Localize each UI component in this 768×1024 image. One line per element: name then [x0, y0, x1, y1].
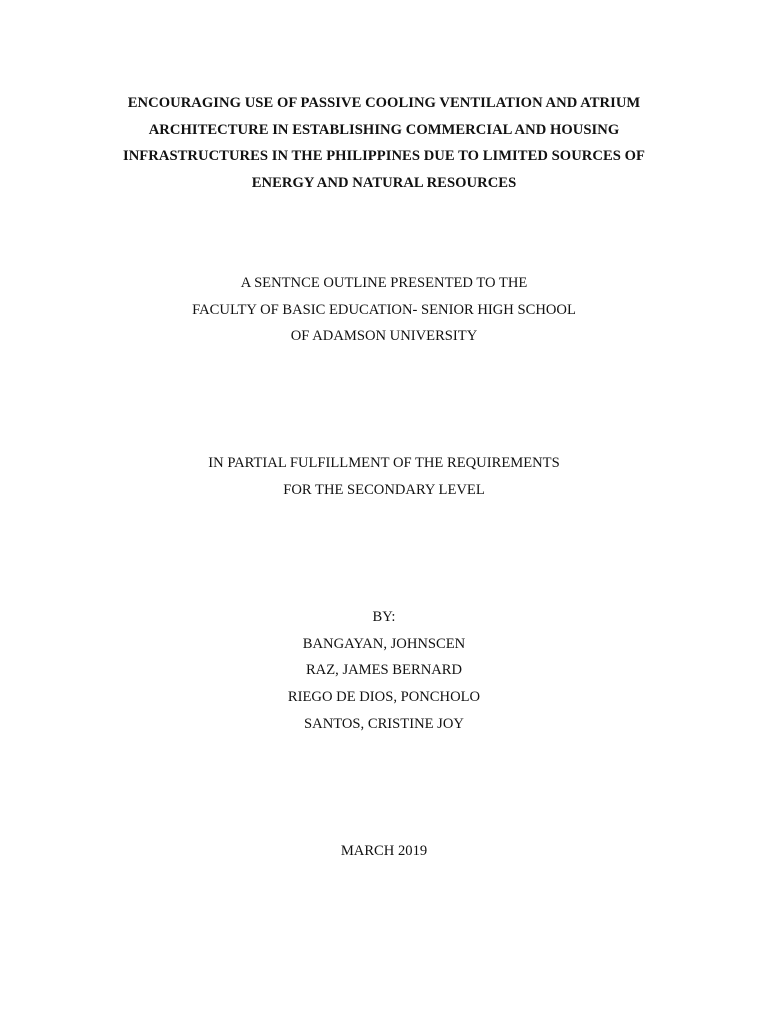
author-name: SANTOS, CRISTINE JOY — [304, 715, 464, 732]
submission-date — [0, 838, 768, 865]
date-text: MARCH 2019 — [340, 843, 428, 859]
presentation-statement — [0, 270, 768, 350]
fulfillment-line: IN PARTIAL FULFILLMENT OF THE REQUIREMENTS — [208, 455, 560, 471]
title-line: ENCOURAGING USE OF PASSIVE COOLING VENTILATION AND ATRIUM — [127, 95, 641, 111]
author-name: RAZ, JAMES BERNARD — [305, 662, 463, 679]
author-name: RIEGO DE DIOS, PONCHOLO — [287, 689, 481, 706]
fulfillment-line: FOR THE SECONDARY LEVEL — [283, 481, 485, 498]
author-list — [0, 604, 768, 738]
title-line: ENERGY AND NATURAL RESOURCES — [251, 174, 517, 191]
title-line: ARCHITECTURE IN ESTABLISHING COMMERCIAL AND HOUSING — [148, 121, 620, 138]
fulfillment-statement — [0, 450, 768, 503]
presentation-line: OF ADAMSON UNIVERSITY — [290, 328, 478, 345]
presentation-line: FACULTY OF BASIC EDUCATION- SENIOR HIGH SCHOOL — [192, 301, 576, 318]
presentation-line: A SENTNCE OUTLINE PRESENTED TO THE — [240, 275, 528, 291]
document-title — [0, 90, 768, 196]
author-name: BANGAYAN, JOHNSCEN — [302, 635, 466, 652]
title-line: INFRASTRUCTURES IN THE PHILIPPINES DUE TO LIMITED SOURCES OF — [122, 148, 645, 164]
by-label: BY: — [372, 609, 396, 625]
